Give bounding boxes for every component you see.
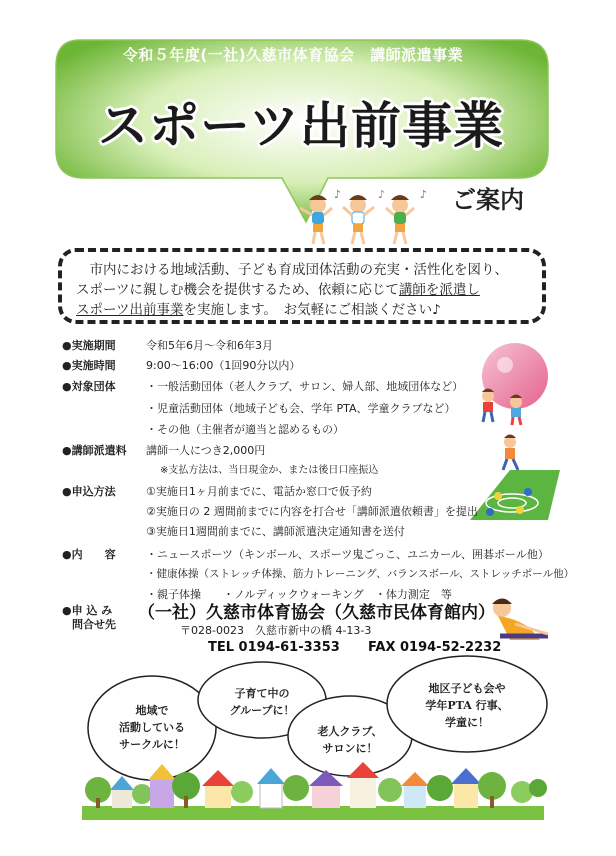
time-label: ●実施時間 <box>62 359 116 372</box>
cloud-1-line-1: 地域で <box>135 704 169 717</box>
exercising-kids-illustration <box>300 188 427 244</box>
cloud-text-circle <box>96 702 208 753</box>
stretching-woman-illustration <box>492 599 548 641</box>
intro-line-3-text: を実施します。 お気軽にご相談ください♪ <box>183 302 441 318</box>
cloud-text-children <box>402 680 532 731</box>
cloud-2-line-1: 子育て中の <box>234 687 290 700</box>
cloud-text-seniors <box>294 723 406 757</box>
cloud-1-line-3: サークルに！ <box>119 738 185 751</box>
intro-line-3-underlined: スポーツ出前事業 <box>76 302 184 318</box>
apply-item-2: ②実施日の 2 週間前までに内容を打合せ「講師派遣依頼書」を提出 <box>146 505 478 518</box>
contact-label-2: 問合せ先 <box>72 618 116 631</box>
svg-text:♪: ♪ <box>420 188 428 201</box>
phone-number: TEL 0194-61-3353 <box>208 640 340 655</box>
time-value: 9:00～16:00（1回90分以内） <box>146 359 301 372</box>
cloud-4-line-1: 地区子ども会や <box>428 682 506 695</box>
intro-line-1: 市内における地域活動、子ども育成団体活動の充実・活性化を図り、 <box>89 262 508 278</box>
cloud-3-line-2: サロンに！ <box>322 742 378 755</box>
guide-label: ご案内 <box>452 186 524 214</box>
page-title: スポーツ出前事業 <box>98 97 504 155</box>
period-value: 令和5年6月～令和6年3月 <box>146 339 273 352</box>
cloud-text-parenting <box>206 685 318 719</box>
apply-item-1: ①実施日1ヶ月前までに、電話か窓口で仮予約 <box>146 485 372 498</box>
period-label: ●実施期間 <box>62 339 116 352</box>
target-item-3: ・その他（主催者が適当と認めるもの） <box>146 423 344 436</box>
content-label: ●内 容 <box>62 548 116 561</box>
target-label: ●対象団体 <box>62 380 116 393</box>
svg-text:♪: ♪ <box>334 188 342 201</box>
fax-number: FAX 0194-52-2232 <box>368 640 502 655</box>
fee-label: ●講師派遣料 <box>62 444 127 457</box>
content-item-2: ・健康体操（ストレッチ体操、筋力トレーニング、バランスボール、ストレッチポール他） <box>146 568 575 580</box>
intro-line-2 <box>76 280 528 300</box>
cloud-1-line-2: 活動している <box>119 721 185 734</box>
fee-note: ※支払方法は、当日現金か、または後日口座振込 <box>160 465 379 476</box>
fee-value: 講師一人につき2,000円 <box>146 444 266 457</box>
intro-line-2-underlined: 講師を派遣し <box>398 282 480 298</box>
contact-label: ●申 込 み <box>62 604 113 617</box>
apply-item-3: ③実施日1週間前までに、講師派遣決定通知書を送付 <box>146 525 405 538</box>
cloud-4-line-2: 学年PTA 行事、 <box>425 699 509 712</box>
svg-text:♪: ♪ <box>378 188 386 201</box>
cloud-4-line-3: 学童に！ <box>445 716 489 729</box>
event-subtitle: 令和５年度(一社)久慈市体育協会 講師派遣事業 <box>122 46 464 64</box>
intro-line-3 <box>76 300 528 320</box>
unicurl-illustration <box>470 435 560 521</box>
target-item-2: ・児童活動団体（地域子ども会、学年 PTA、学童クラブなど） <box>146 402 456 415</box>
target-item-1: ・一般活動団体（老人クラブ、サロン、婦人部、地域団体など） <box>146 380 464 393</box>
cloud-2-line-2: グループに！ <box>229 704 295 717</box>
ball-kids-illustration <box>482 343 548 425</box>
intro-line-2-text: スポーツに親しむ機会を提供するため、依頼に応じて <box>76 282 399 298</box>
content-item-3: ・親子体操 ・ノルディックウォーキング ・体力測定 等 <box>146 588 452 601</box>
intro-box <box>58 248 546 324</box>
apply-label: ●申込方法 <box>62 485 116 498</box>
address: 〒028-0023 久慈市新中の橋 4-13-3 <box>180 624 372 637</box>
organization-name: （一社）久慈市体育協会（久慈市民体育館内） <box>138 603 495 623</box>
cloud-3-line-1: 老人クラブ、 <box>317 725 383 738</box>
content-item-1: ・ニュースポーツ（キンボール、スポーツ鬼ごっこ、ユニカール、囲碁ボール他） <box>146 548 549 561</box>
